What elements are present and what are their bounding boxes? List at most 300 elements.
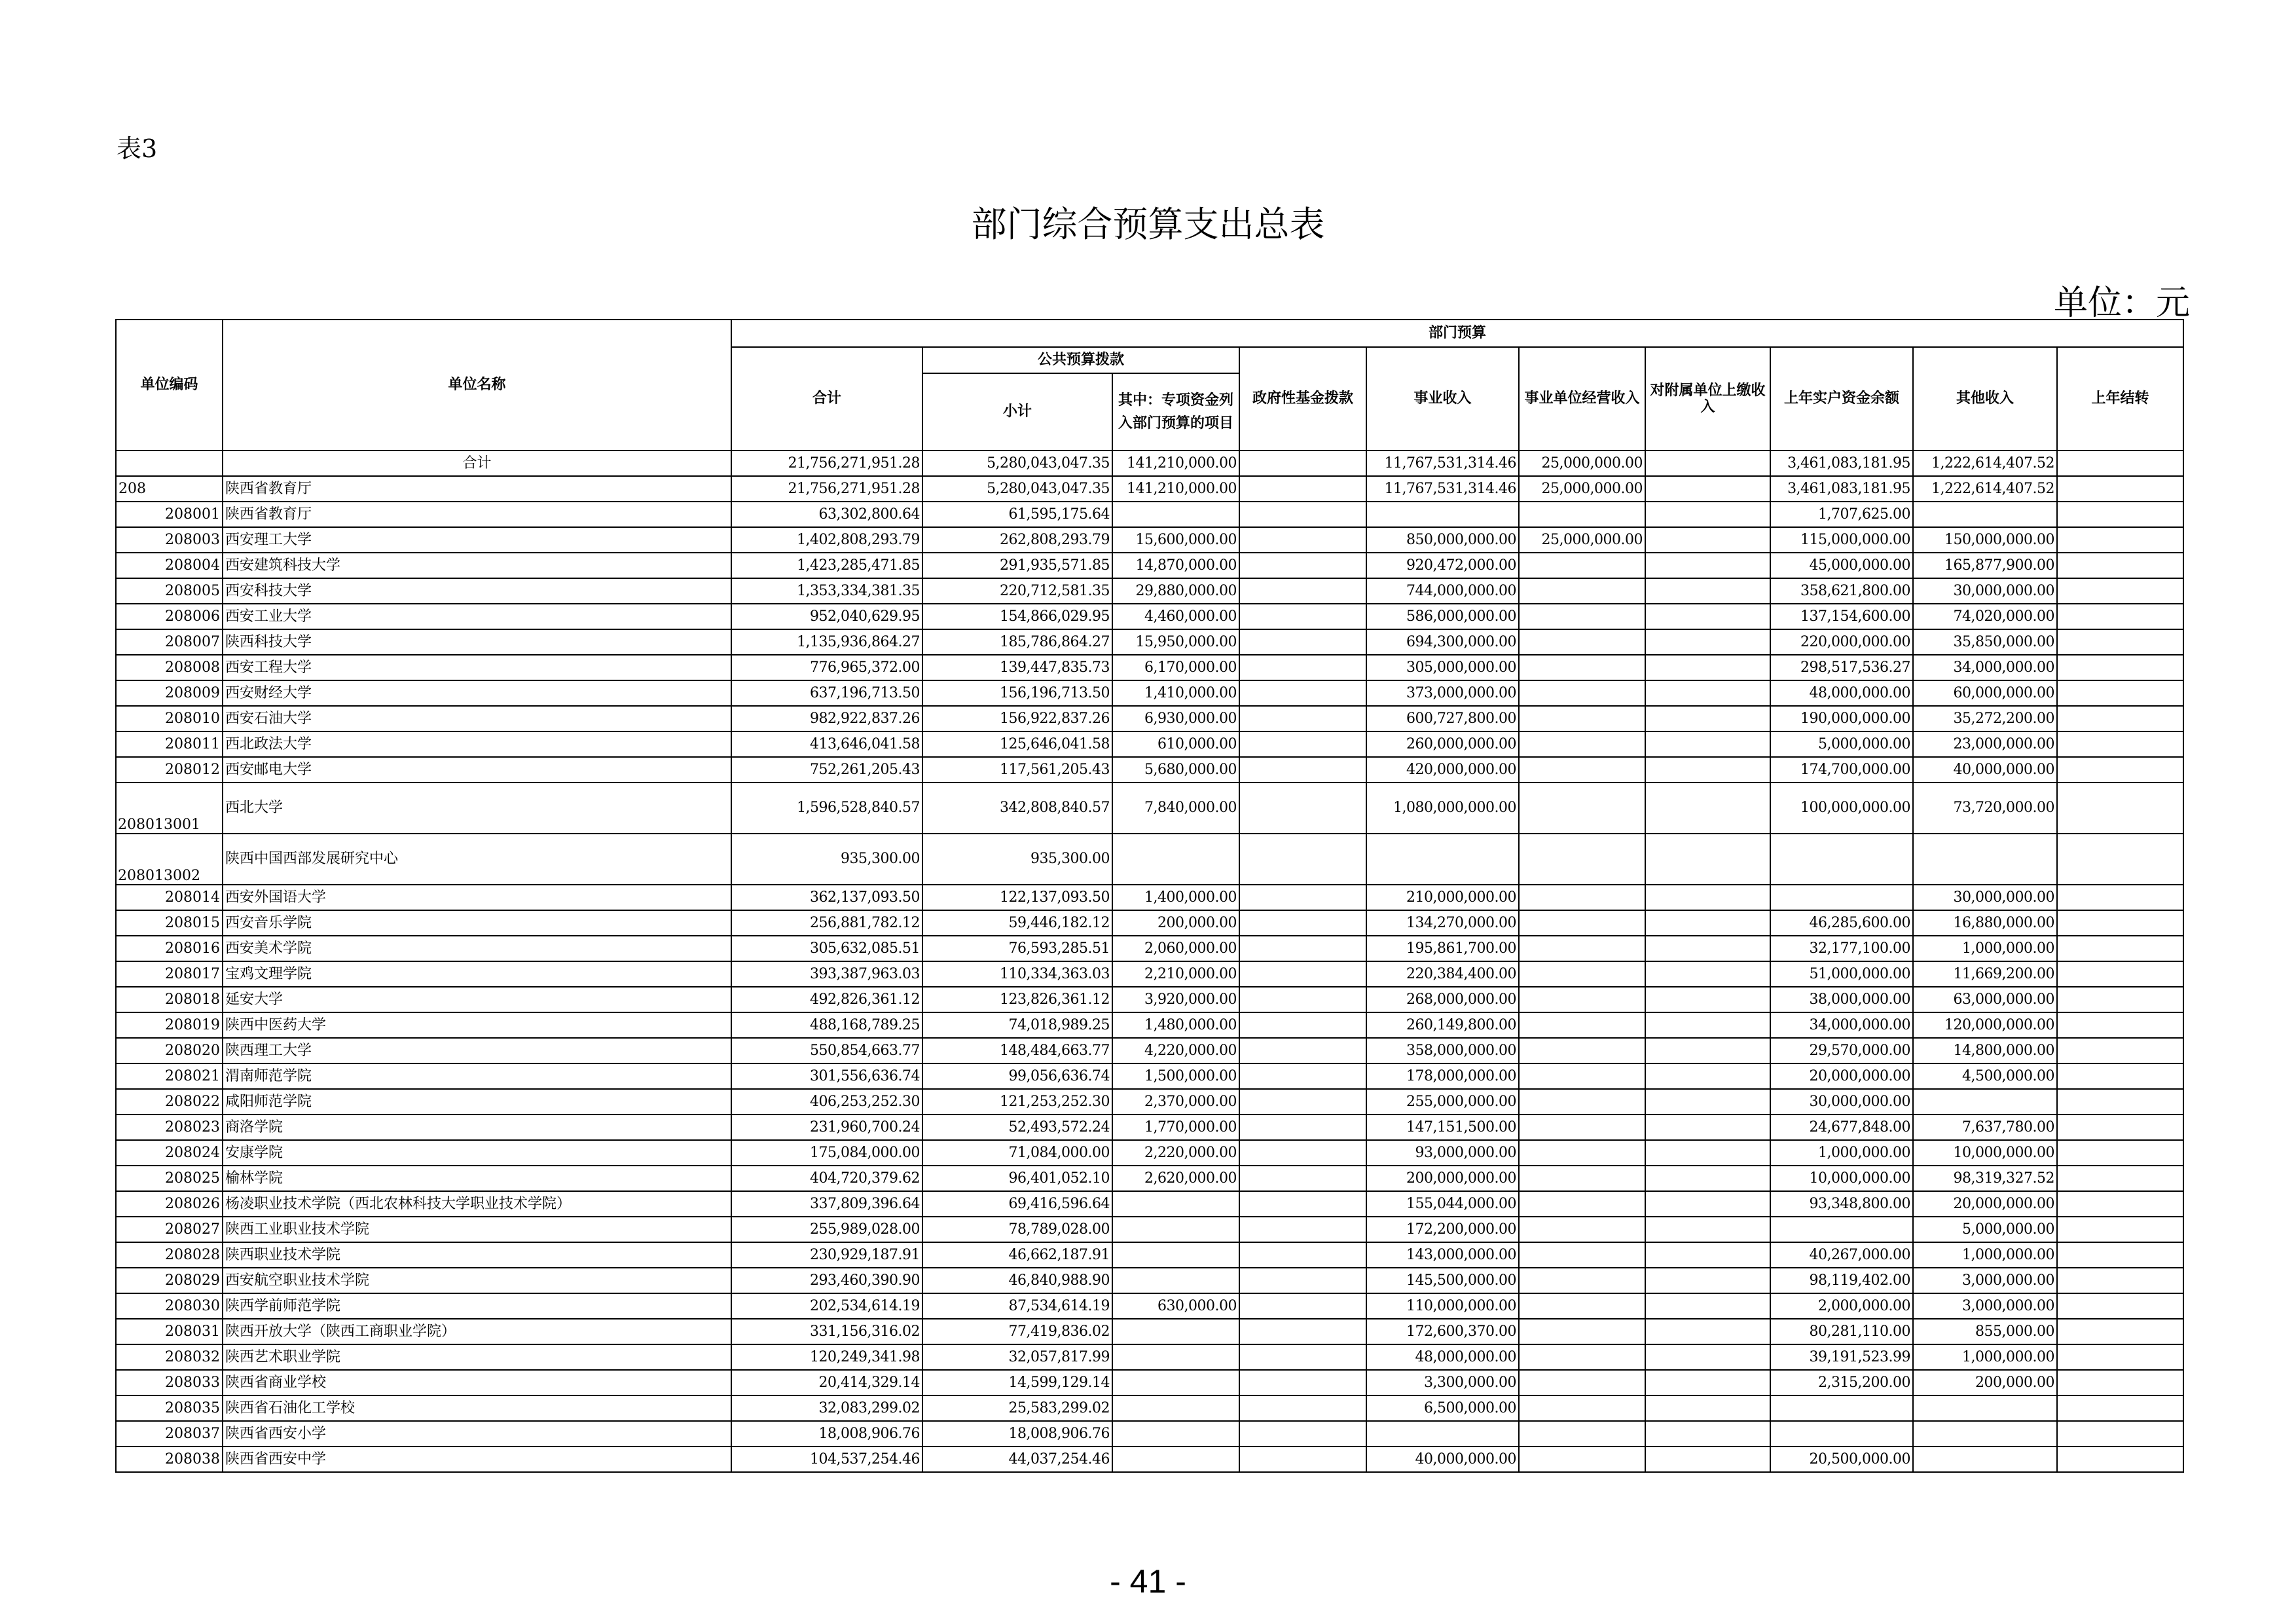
cell-prev-balance: 20,500,000.00 xyxy=(1770,1447,1913,1472)
cell-code: 208021 xyxy=(116,1063,223,1089)
cell-other-income: 1,000,000.00 xyxy=(1913,1344,2057,1370)
cell-subtotal: 148,484,663.77 xyxy=(922,1038,1112,1063)
cell-total: 230,929,187.91 xyxy=(731,1242,922,1268)
cell-subtotal: 156,922,837.26 xyxy=(922,706,1112,731)
cell-subtotal: 44,037,254.46 xyxy=(922,1447,1112,1472)
cell-name: 陕西科技大学 xyxy=(223,629,731,655)
cell-name: 西安音乐学院 xyxy=(223,910,731,936)
cell-name: 西安外国语大学 xyxy=(223,885,731,910)
cell-code: 208006 xyxy=(116,604,223,629)
cell-prev-balance: 3,461,083,181.95 xyxy=(1770,476,1913,502)
cell-code xyxy=(116,451,223,476)
cell-other-income: 35,850,000.00 xyxy=(1913,629,2057,655)
table-row xyxy=(116,1370,2183,1395)
cell-business-income xyxy=(1519,1140,1645,1166)
cell-business-income xyxy=(1519,1293,1645,1319)
cell-special xyxy=(1112,834,1239,885)
cell-name: 咸阳师范学院 xyxy=(223,1089,731,1115)
cell-code: 208024 xyxy=(116,1140,223,1166)
cell-code: 208027 xyxy=(116,1217,223,1242)
cell-name: 商洛学院 xyxy=(223,1115,731,1140)
cell-career-income: 143,000,000.00 xyxy=(1366,1242,1519,1268)
cell-business-income xyxy=(1519,1217,1645,1242)
cell-special: 1,410,000.00 xyxy=(1112,680,1239,706)
cell-total: 776,965,372.00 xyxy=(731,655,922,680)
cell-prev-carry xyxy=(2057,936,2183,961)
cell-prev-balance: 20,000,000.00 xyxy=(1770,1063,1913,1089)
cell-business-income xyxy=(1519,1089,1645,1115)
cell-prev-balance: 51,000,000.00 xyxy=(1770,961,1913,987)
cell-special xyxy=(1112,1344,1239,1370)
cell-business-income xyxy=(1519,1447,1645,1472)
cell-subunit-income xyxy=(1645,783,1770,834)
cell-code: 208020 xyxy=(116,1038,223,1063)
cell-total: 293,460,390.90 xyxy=(731,1268,922,1293)
cell-prev-carry xyxy=(2057,476,2183,502)
table-row xyxy=(116,680,2183,706)
cell-gov-fund xyxy=(1239,1089,1366,1115)
cell-prev-carry xyxy=(2057,655,2183,680)
table-row xyxy=(116,1166,2183,1191)
cell-special xyxy=(1112,1268,1239,1293)
cell-career-income xyxy=(1366,834,1519,885)
cell-total: 331,156,316.02 xyxy=(731,1319,922,1344)
cell-subunit-income xyxy=(1645,1012,1770,1038)
cell-other-income: 40,000,000.00 xyxy=(1913,757,2057,783)
cell-prev-balance: 93,348,800.00 xyxy=(1770,1191,1913,1217)
table-row xyxy=(116,1421,2183,1447)
cell-code: 208037 xyxy=(116,1421,223,1447)
cell-code: 208018 xyxy=(116,987,223,1012)
cell-name: 陕西省西安中学 xyxy=(223,1447,731,1472)
cell-career-income: 3,300,000.00 xyxy=(1366,1370,1519,1395)
cell-name: 陕西学前师范学院 xyxy=(223,1293,731,1319)
cell-prev-balance: 29,570,000.00 xyxy=(1770,1038,1913,1063)
cell-code: 208012 xyxy=(116,757,223,783)
cell-name: 西安科技大学 xyxy=(223,578,731,604)
cell-prev-carry xyxy=(2057,1191,2183,1217)
cell-subunit-income xyxy=(1645,629,1770,655)
cell-prev-carry xyxy=(2057,1421,2183,1447)
cell-other-income: 35,272,200.00 xyxy=(1913,706,2057,731)
cell-subtotal: 220,712,581.35 xyxy=(922,578,1112,604)
cell-total: 492,826,361.12 xyxy=(731,987,922,1012)
cell-other-income: 5,000,000.00 xyxy=(1913,1217,2057,1242)
cell-other-income: 14,800,000.00 xyxy=(1913,1038,2057,1063)
table-row xyxy=(116,553,2183,578)
cell-subunit-income xyxy=(1645,1217,1770,1242)
cell-prev-carry xyxy=(2057,1012,2183,1038)
cell-special: 6,930,000.00 xyxy=(1112,706,1239,731)
cell-total: 1,402,808,293.79 xyxy=(731,527,922,553)
cell-special: 2,370,000.00 xyxy=(1112,1089,1239,1115)
cell-subunit-income xyxy=(1645,910,1770,936)
cell-special: 14,870,000.00 xyxy=(1112,553,1239,578)
cell-code: 208008 xyxy=(116,655,223,680)
cell-special: 2,620,000.00 xyxy=(1112,1166,1239,1191)
cell-name: 西安工业大学 xyxy=(223,604,731,629)
cell-special: 200,000.00 xyxy=(1112,910,1239,936)
cell-name: 陕西省商业学校 xyxy=(223,1370,731,1395)
cell-name: 安康学院 xyxy=(223,1140,731,1166)
cell-career-income: 850,000,000.00 xyxy=(1366,527,1519,553)
table-row xyxy=(116,1242,2183,1268)
cell-subunit-income xyxy=(1645,1191,1770,1217)
cell-special: 3,920,000.00 xyxy=(1112,987,1239,1012)
cell-code: 208030 xyxy=(116,1293,223,1319)
cell-code: 208001 xyxy=(116,502,223,527)
table-row xyxy=(116,1447,2183,1472)
cell-career-income: 744,000,000.00 xyxy=(1366,578,1519,604)
cell-subtotal: 110,334,363.03 xyxy=(922,961,1112,987)
table-row xyxy=(116,527,2183,553)
cell-prev-balance xyxy=(1770,1395,1913,1421)
cell-subtotal: 96,401,052.10 xyxy=(922,1166,1112,1191)
cell-subtotal: 342,808,840.57 xyxy=(922,783,1112,834)
cell-code: 208035 xyxy=(116,1395,223,1421)
cell-career-income: 373,000,000.00 xyxy=(1366,680,1519,706)
cell-name: 西北政法大学 xyxy=(223,731,731,757)
cell-total: 752,261,205.43 xyxy=(731,757,922,783)
cell-subtotal: 59,446,182.12 xyxy=(922,910,1112,936)
cell-career-income: 178,000,000.00 xyxy=(1366,1063,1519,1089)
budget-table xyxy=(115,319,2184,1473)
table-row xyxy=(116,731,2183,757)
table-row xyxy=(116,1063,2183,1089)
cell-subtotal: 139,447,835.73 xyxy=(922,655,1112,680)
table-row xyxy=(116,1089,2183,1115)
cell-business-income: 25,000,000.00 xyxy=(1519,527,1645,553)
cell-gov-fund xyxy=(1239,783,1366,834)
cell-total: 21,756,271,951.28 xyxy=(731,451,922,476)
cell-code: 208005 xyxy=(116,578,223,604)
cell-special: 1,480,000.00 xyxy=(1112,1012,1239,1038)
header-business-income: 事业单位经营收入 xyxy=(1519,347,1645,451)
cell-other-income: 20,000,000.00 xyxy=(1913,1191,2057,1217)
header-other-income: 其他收入 xyxy=(1913,347,2057,451)
table-row xyxy=(116,1012,2183,1038)
table-row xyxy=(116,451,2183,476)
cell-code: 208013001 xyxy=(116,783,223,834)
cell-subunit-income xyxy=(1645,476,1770,502)
table-row xyxy=(116,1217,2183,1242)
cell-career-income: 134,270,000.00 xyxy=(1366,910,1519,936)
cell-special: 2,210,000.00 xyxy=(1112,961,1239,987)
cell-gov-fund xyxy=(1239,604,1366,629)
cell-subtotal: 78,789,028.00 xyxy=(922,1217,1112,1242)
cell-other-income: 165,877,900.00 xyxy=(1913,553,2057,578)
cell-prev-balance: 1,707,625.00 xyxy=(1770,502,1913,527)
cell-name: 延安大学 xyxy=(223,987,731,1012)
cell-special: 5,680,000.00 xyxy=(1112,757,1239,783)
cell-business-income xyxy=(1519,553,1645,578)
cell-subtotal: 32,057,817.99 xyxy=(922,1344,1112,1370)
cell-special: 4,460,000.00 xyxy=(1112,604,1239,629)
cell-other-income: 30,000,000.00 xyxy=(1913,885,2057,910)
cell-name: 陕西艺术职业学院 xyxy=(223,1344,731,1370)
cell-gov-fund xyxy=(1239,1293,1366,1319)
cell-prev-carry xyxy=(2057,1268,2183,1293)
cell-subtotal: 46,840,988.90 xyxy=(922,1268,1112,1293)
cell-name: 宝鸡文理学院 xyxy=(223,961,731,987)
cell-gov-fund xyxy=(1239,578,1366,604)
cell-subunit-income xyxy=(1645,1140,1770,1166)
cell-subtotal: 291,935,571.85 xyxy=(922,553,1112,578)
header-total: 合计 xyxy=(731,347,922,451)
cell-code: 208038 xyxy=(116,1447,223,1472)
cell-prev-carry xyxy=(2057,961,2183,987)
cell-prev-balance: 46,285,600.00 xyxy=(1770,910,1913,936)
cell-prev-balance: 137,154,600.00 xyxy=(1770,604,1913,629)
cell-prev-carry xyxy=(2057,757,2183,783)
cell-name: 西安建筑科技大学 xyxy=(223,553,731,578)
cell-career-income: 93,000,000.00 xyxy=(1366,1140,1519,1166)
cell-business-income: 25,000,000.00 xyxy=(1519,451,1645,476)
cell-other-income: 1,000,000.00 xyxy=(1913,936,2057,961)
cell-subtotal: 185,786,864.27 xyxy=(922,629,1112,655)
cell-business-income xyxy=(1519,1344,1645,1370)
cell-prev-carry xyxy=(2057,1293,2183,1319)
cell-subtotal: 5,280,043,047.35 xyxy=(922,451,1112,476)
cell-business-income xyxy=(1519,1421,1645,1447)
cell-total: 21,756,271,951.28 xyxy=(731,476,922,502)
cell-gov-fund xyxy=(1239,1268,1366,1293)
cell-business-income xyxy=(1519,731,1645,757)
cell-subunit-income xyxy=(1645,1242,1770,1268)
cell-business-income xyxy=(1519,629,1645,655)
cell-subtotal: 5,280,043,047.35 xyxy=(922,476,1112,502)
cell-prev-balance: 10,000,000.00 xyxy=(1770,1166,1913,1191)
cell-prev-carry xyxy=(2057,987,2183,1012)
cell-subunit-income xyxy=(1645,1166,1770,1191)
cell-special: 2,060,000.00 xyxy=(1112,936,1239,961)
table-row xyxy=(116,910,2183,936)
cell-gov-fund xyxy=(1239,502,1366,527)
cell-career-income: 586,000,000.00 xyxy=(1366,604,1519,629)
cell-total: 231,960,700.24 xyxy=(731,1115,922,1140)
cell-subtotal: 125,646,041.58 xyxy=(922,731,1112,757)
table-row xyxy=(116,1268,2183,1293)
header-gov-fund: 政府性基金拨款 xyxy=(1239,347,1366,451)
cell-subtotal: 935,300.00 xyxy=(922,834,1112,885)
cell-career-income: 255,000,000.00 xyxy=(1366,1089,1519,1115)
cell-career-income: 600,727,800.00 xyxy=(1366,706,1519,731)
cell-code: 208015 xyxy=(116,910,223,936)
cell-name: 陕西省西安小学 xyxy=(223,1421,731,1447)
cell-subunit-income xyxy=(1645,706,1770,731)
cell-gov-fund xyxy=(1239,910,1366,936)
cell-other-income: 73,720,000.00 xyxy=(1913,783,2057,834)
header-career-income: 事业收入 xyxy=(1366,347,1519,451)
cell-total: 1,423,285,471.85 xyxy=(731,553,922,578)
cell-gov-fund xyxy=(1239,1242,1366,1268)
cell-prev-carry xyxy=(2057,706,2183,731)
cell-subtotal: 25,583,299.02 xyxy=(922,1395,1112,1421)
cell-prev-balance: 32,177,100.00 xyxy=(1770,936,1913,961)
cell-prev-carry xyxy=(2057,1063,2183,1089)
cell-subtotal: 71,084,000.00 xyxy=(922,1140,1112,1166)
header-public-alloc: 公共预算拨款 xyxy=(922,347,1239,373)
cell-prev-carry xyxy=(2057,451,2183,476)
cell-gov-fund xyxy=(1239,757,1366,783)
cell-other-income xyxy=(1913,502,2057,527)
cell-name: 西北大学 xyxy=(223,783,731,834)
cell-special xyxy=(1112,1447,1239,1472)
cell-business-income xyxy=(1519,1063,1645,1089)
cell-special: 141,210,000.00 xyxy=(1112,451,1239,476)
cell-subtotal: 18,008,906.76 xyxy=(922,1421,1112,1447)
cell-total: 982,922,837.26 xyxy=(731,706,922,731)
cell-subunit-income xyxy=(1645,731,1770,757)
cell-subtotal: 74,018,989.25 xyxy=(922,1012,1112,1038)
cell-gov-fund xyxy=(1239,451,1366,476)
cell-career-income: 305,000,000.00 xyxy=(1366,655,1519,680)
cell-prev-carry xyxy=(2057,604,2183,629)
cell-special: 1,770,000.00 xyxy=(1112,1115,1239,1140)
cell-subtotal: 76,593,285.51 xyxy=(922,936,1112,961)
header-code: 单位编码 xyxy=(116,320,223,451)
cell-other-income: 150,000,000.00 xyxy=(1913,527,2057,553)
cell-other-income xyxy=(1913,1089,2057,1115)
table-row xyxy=(116,936,2183,961)
cell-subunit-income xyxy=(1645,451,1770,476)
cell-prev-balance: 100,000,000.00 xyxy=(1770,783,1913,834)
cell-gov-fund xyxy=(1239,527,1366,553)
cell-special xyxy=(1112,502,1239,527)
cell-total: 63,302,800.64 xyxy=(731,502,922,527)
cell-subunit-income xyxy=(1645,961,1770,987)
cell-subunit-income xyxy=(1645,1115,1770,1140)
cell-gov-fund xyxy=(1239,1140,1366,1166)
cell-total: 20,414,329.14 xyxy=(731,1370,922,1395)
cell-career-income: 48,000,000.00 xyxy=(1366,1344,1519,1370)
cell-name: 西安财经大学 xyxy=(223,680,731,706)
cell-prev-balance: 190,000,000.00 xyxy=(1770,706,1913,731)
cell-special: 2,220,000.00 xyxy=(1112,1140,1239,1166)
cell-prev-balance xyxy=(1770,1217,1913,1242)
cell-subtotal: 123,826,361.12 xyxy=(922,987,1112,1012)
cell-name: 陕西省教育厅 xyxy=(223,476,731,502)
cell-special: 4,220,000.00 xyxy=(1112,1038,1239,1063)
table-number: 表3 xyxy=(117,134,158,163)
cell-prev-balance: 2,315,200.00 xyxy=(1770,1370,1913,1395)
cell-code: 208004 xyxy=(116,553,223,578)
cell-code: 208032 xyxy=(116,1344,223,1370)
cell-total: 175,084,000.00 xyxy=(731,1140,922,1166)
cell-subtotal: 122,137,093.50 xyxy=(922,885,1112,910)
cell-prev-carry xyxy=(2057,885,2183,910)
cell-prev-balance xyxy=(1770,885,1913,910)
unit-label: 单位：元 xyxy=(2053,284,2190,323)
cell-subunit-income xyxy=(1645,936,1770,961)
cell-business-income xyxy=(1519,1012,1645,1038)
cell-prev-carry xyxy=(2057,1166,2183,1191)
cell-subunit-income xyxy=(1645,1370,1770,1395)
cell-special: 6,170,000.00 xyxy=(1112,655,1239,680)
cell-gov-fund xyxy=(1239,1012,1366,1038)
cell-prev-carry xyxy=(2057,553,2183,578)
cell-prev-balance: 45,000,000.00 xyxy=(1770,553,1913,578)
cell-gov-fund xyxy=(1239,834,1366,885)
cell-other-income: 1,000,000.00 xyxy=(1913,1242,2057,1268)
page-title: 部门综合预算支出总表 xyxy=(971,204,1325,245)
cell-career-income: 1,080,000,000.00 xyxy=(1366,783,1519,834)
cell-prev-balance: 30,000,000.00 xyxy=(1770,1089,1913,1115)
cell-subtotal: 77,419,836.02 xyxy=(922,1319,1112,1344)
cell-name: 西安航空职业技术学院 xyxy=(223,1268,731,1293)
cell-special xyxy=(1112,1370,1239,1395)
cell-prev-balance: 220,000,000.00 xyxy=(1770,629,1913,655)
cell-total: 337,809,396.64 xyxy=(731,1191,922,1217)
cell-total: 406,253,252.30 xyxy=(731,1089,922,1115)
cell-total: 104,537,254.46 xyxy=(731,1447,922,1472)
cell-other-income: 855,000.00 xyxy=(1913,1319,2057,1344)
cell-business-income xyxy=(1519,1395,1645,1421)
cell-prev-carry xyxy=(2057,1447,2183,1472)
cell-business-income xyxy=(1519,936,1645,961)
cell-gov-fund xyxy=(1239,961,1366,987)
cell-subunit-income xyxy=(1645,1038,1770,1063)
cell-subtotal: 117,561,205.43 xyxy=(922,757,1112,783)
cell-name: 西安理工大学 xyxy=(223,527,731,553)
cell-career-income: 110,000,000.00 xyxy=(1366,1293,1519,1319)
cell-gov-fund xyxy=(1239,629,1366,655)
cell-subunit-income xyxy=(1645,1268,1770,1293)
cell-business-income xyxy=(1519,655,1645,680)
cell-subunit-income xyxy=(1645,885,1770,910)
cell-total: 18,008,906.76 xyxy=(731,1421,922,1447)
cell-business-income xyxy=(1519,1166,1645,1191)
table-row xyxy=(116,1038,2183,1063)
cell-special: 1,400,000.00 xyxy=(1112,885,1239,910)
cell-career-income: 920,472,000.00 xyxy=(1366,553,1519,578)
table-row xyxy=(116,757,2183,783)
header-prev-carry: 上年结转 xyxy=(2057,347,2183,451)
cell-gov-fund xyxy=(1239,1217,1366,1242)
cell-special: 1,500,000.00 xyxy=(1112,1063,1239,1089)
cell-business-income xyxy=(1519,578,1645,604)
cell-code: 208033 xyxy=(116,1370,223,1395)
cell-subunit-income xyxy=(1645,578,1770,604)
table-row xyxy=(116,961,2183,987)
cell-other-income: 4,500,000.00 xyxy=(1913,1063,2057,1089)
cell-total: 952,040,629.95 xyxy=(731,604,922,629)
cell-code: 208028 xyxy=(116,1242,223,1268)
table-body xyxy=(116,451,2183,1472)
header-subunit-income: 对附属单位上缴收入 xyxy=(1645,347,1770,451)
cell-other-income: 200,000.00 xyxy=(1913,1370,2057,1395)
cell-code: 208013002 xyxy=(116,834,223,885)
cell-business-income xyxy=(1519,910,1645,936)
cell-business-income: 25,000,000.00 xyxy=(1519,476,1645,502)
cell-total: 550,854,663.77 xyxy=(731,1038,922,1063)
cell-code: 208011 xyxy=(116,731,223,757)
cell-total: 202,534,614.19 xyxy=(731,1293,922,1319)
cell-name: 陕西中医药大学 xyxy=(223,1012,731,1038)
cell-gov-fund xyxy=(1239,680,1366,706)
cell-career-income: 147,151,500.00 xyxy=(1366,1115,1519,1140)
cell-subtotal: 262,808,293.79 xyxy=(922,527,1112,553)
cell-special: 7,840,000.00 xyxy=(1112,783,1239,834)
cell-name: 陕西职业技术学院 xyxy=(223,1242,731,1268)
cell-special xyxy=(1112,1217,1239,1242)
cell-other-income: 23,000,000.00 xyxy=(1913,731,2057,757)
cell-prev-balance: 174,700,000.00 xyxy=(1770,757,1913,783)
table-row xyxy=(116,1191,2183,1217)
cell-other-income: 3,000,000.00 xyxy=(1913,1293,2057,1319)
table-row xyxy=(116,987,2183,1012)
cell-total: 305,632,085.51 xyxy=(731,936,922,961)
